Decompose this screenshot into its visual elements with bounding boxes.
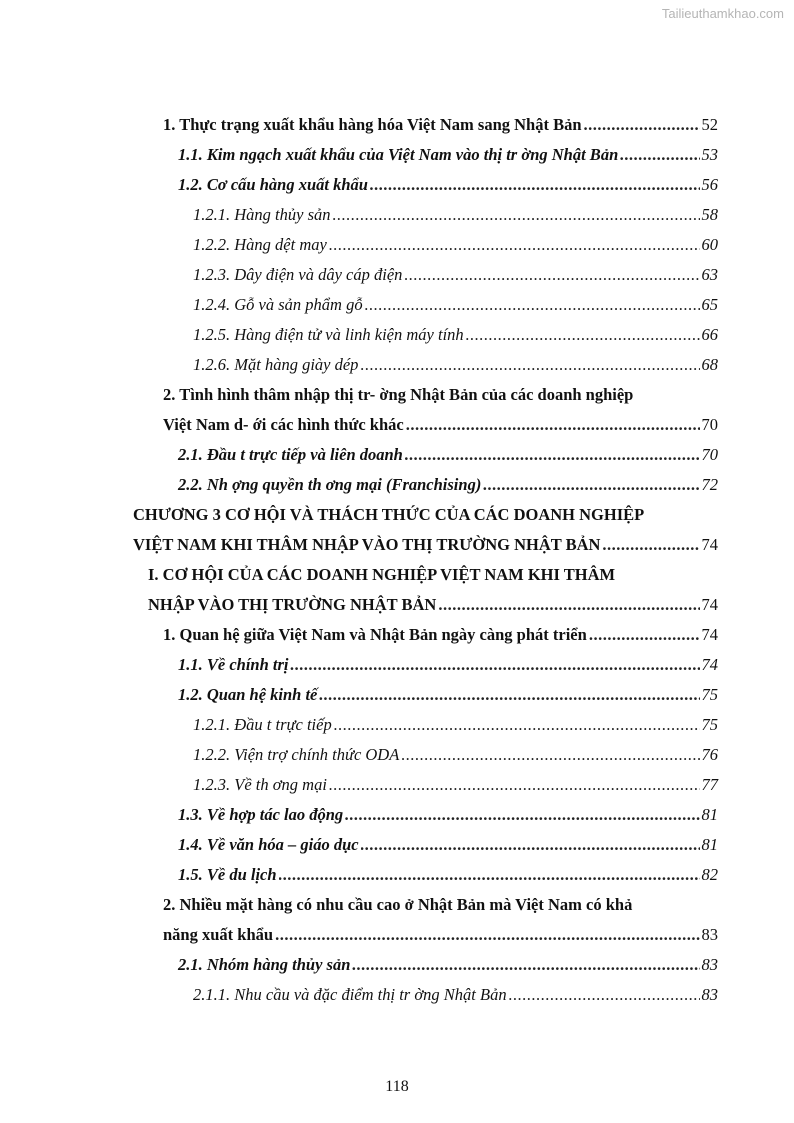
toc-leader-dots [483, 470, 699, 500]
toc-entry-page: 76 [701, 745, 718, 764]
toc-entry-title: 1.2.1. Hàng thủy sản [193, 205, 331, 224]
toc-entry-title-line1: 2. Tình hình thâm nhập thị tr- ờng Nhật Bản của các doanh nghiệp [163, 385, 634, 404]
toc-entry[interactable] [193, 290, 718, 320]
toc-entry[interactable] [163, 920, 718, 950]
toc-entry-title: 1.2.3. Về th ơng mại [193, 775, 327, 794]
toc-leader-dots [345, 800, 699, 830]
toc-leader-dots [275, 920, 699, 950]
toc-entry-title-line1: 2. Nhiều mặt hàng có nhu cầu cao ở Nhật Bản mà Việt Nam có khả [163, 895, 633, 914]
toc-leader-dots [360, 350, 699, 380]
toc-leader-dots [329, 230, 700, 260]
toc-leader-dots [620, 140, 699, 170]
toc-leader-dots [438, 590, 699, 620]
toc-leader-dots [352, 950, 699, 980]
toc-entry-title-line1: I. CƠ HỘI CỦA CÁC DOANH NGHIỆP VIỆT NAM KHI THÂM [148, 565, 616, 584]
toc-entry-page: 63 [701, 265, 718, 284]
toc-leader-dots [466, 320, 700, 350]
toc-entry[interactable] [178, 950, 718, 980]
toc-entry-title: 1.2. Quan hệ kinh tế [178, 685, 318, 704]
toc-entry-page: 83 [701, 925, 718, 944]
toc-entry-page: 68 [701, 355, 718, 374]
watermark: Tailieuthamkhao.com [661, 6, 784, 21]
toc-entry-page: 70 [701, 415, 718, 434]
toc-entry-page: 81 [701, 835, 718, 854]
toc-entry[interactable] [133, 530, 718, 560]
toc-entry-title: 1.3. Về hợp tác lao động [178, 805, 344, 824]
toc-entry-title: 1.5. Về du lịch [178, 865, 277, 884]
toc-entry[interactable] [163, 620, 718, 650]
toc-entry-page: 75 [701, 685, 718, 704]
toc-entry[interactable] [193, 260, 718, 290]
toc-entry-page: 58 [701, 205, 718, 224]
toc-entry[interactable] [148, 590, 718, 620]
toc-entry[interactable] [193, 980, 718, 1010]
toc-entry-page: 82 [701, 865, 718, 884]
toc-entry-title: 1.2.2. Viện trợ chính thức ODA [193, 745, 400, 764]
toc-entry-page: 81 [701, 805, 718, 824]
toc-entry-title: 2.2. Nh ợng quyền th ơng mại (Franchising) [178, 475, 482, 494]
toc-entry[interactable] [193, 770, 718, 800]
toc-entry-page: 70 [701, 445, 718, 464]
toc-leader-dots [290, 650, 699, 680]
toc-entry[interactable] [178, 830, 718, 860]
toc-leader-dots [361, 830, 700, 860]
toc-entry-page: 75 [701, 715, 718, 734]
toc-leader-dots [329, 770, 700, 800]
toc-entry-title: 1.2.5. Hàng điện tử và linh kiện máy tính [193, 325, 464, 344]
toc-entry-page: 74 [701, 535, 718, 554]
toc-entry[interactable] [193, 740, 718, 770]
toc-entry[interactable] [178, 470, 718, 500]
toc-entry[interactable] [178, 140, 718, 170]
toc-entry-title: 1.4. Về văn hóa – giáo dục [178, 835, 359, 854]
toc-leader-dots [370, 170, 700, 200]
toc-entry[interactable] [193, 200, 718, 230]
toc-leader-dots [584, 110, 700, 140]
toc-entry-title: NHẬP VÀO THỊ TRƯỜNG NHẬT BẢN [148, 595, 437, 614]
toc-leader-dots [333, 200, 700, 230]
toc-entry-title: 2.1. Nhóm hàng thủy sản [178, 955, 351, 974]
toc-leader-dots [319, 680, 699, 710]
toc-leader-dots [401, 740, 699, 770]
toc-entry-page: 66 [701, 325, 718, 344]
toc-entry-page: 74 [701, 595, 718, 614]
toc-entry-page: 65 [701, 295, 718, 314]
toc-entry[interactable] [193, 350, 718, 380]
toc-entry-title: 1.1. Kim ngạch xuất khẩu của Việt Nam vào thị tr ờng Nhật Bản [178, 145, 619, 164]
toc-leader-dots [589, 620, 700, 650]
toc-entry[interactable] [178, 650, 718, 680]
toc-entry[interactable] [193, 710, 718, 740]
toc-entry[interactable] [178, 170, 718, 200]
toc-entry-title: 1. Thực trạng xuất khẩu hàng hóa Việt Nam sang Nhật Bản [163, 115, 582, 134]
toc-leader-dots [279, 860, 700, 890]
toc-entry[interactable] [178, 860, 718, 890]
toc-entry-page: 60 [701, 235, 718, 254]
toc-entry-title: 1. Quan hệ giữa Việt Nam và Nhật Bản ngày càng phát triển [163, 625, 587, 644]
toc-entry-title: 1.2.3. Dây điện và dây cáp điện [193, 265, 403, 284]
toc-entry-page: 52 [701, 115, 718, 134]
toc-entry[interactable] [178, 800, 718, 830]
toc-entry-title: 1.2. Cơ cấu hàng xuất khẩu [178, 175, 368, 194]
toc-leader-dots [509, 980, 700, 1010]
toc-entry[interactable] [163, 410, 718, 440]
toc-entry[interactable] [178, 440, 718, 470]
toc-leader-dots [404, 260, 699, 290]
toc-leader-dots [334, 710, 700, 740]
toc-entry-title: 1.2.6. Mặt hàng giày dép [193, 355, 359, 374]
toc-entry-page: 72 [701, 475, 718, 494]
toc-entry-page: 74 [701, 655, 718, 674]
toc-entry-page: 83 [701, 955, 718, 974]
toc-entry-title: năng xuất khẩu [163, 925, 274, 944]
toc-entry-page: 56 [701, 175, 718, 194]
toc-leader-dots [405, 440, 700, 470]
toc-entry[interactable] [193, 230, 718, 260]
toc-leader-dots [406, 410, 700, 440]
toc-entry-page: 74 [701, 625, 718, 644]
toc-entry-title: 2.1.1. Nhu cầu và đặc điểm thị tr ờng Nhật Bản [193, 985, 507, 1004]
toc-entry-title: 1.1. Về chính trị [178, 655, 289, 674]
toc-entry[interactable] [178, 680, 718, 710]
toc-leader-dots [602, 530, 699, 560]
toc-entry-page: 83 [701, 985, 718, 1004]
toc-leader-dots [365, 290, 700, 320]
toc-entry-title: 2.1. Đầu t trực tiếp và liên doanh [178, 445, 403, 464]
toc-entry-page: 53 [701, 145, 718, 164]
toc-entry-title: 1.2.2. Hàng dệt may [193, 235, 327, 254]
chapter-heading-line1: CHƯƠNG 3 CƠ HỘI VÀ THÁCH THỨC CỦA CÁC DOANH NGHIỆP [133, 505, 645, 524]
toc-entry-title: VIỆT NAM KHI THÂM NHẬP VÀO THỊ TRƯỜNG NHẬT BẢN [133, 535, 601, 554]
toc-entry-title: Việt Nam d- ới các hình thức khác [163, 415, 404, 434]
toc-entry-title: 1.2.1. Đầu t trực tiếp [193, 715, 332, 734]
toc-entry-title: 1.2.4. Gỗ và sản phẩm gỗ [193, 295, 363, 314]
toc-entry[interactable] [163, 110, 718, 140]
toc-entry-page: 77 [701, 775, 718, 794]
toc-entry[interactable] [193, 320, 718, 350]
page-number: 118 [385, 1078, 409, 1095]
